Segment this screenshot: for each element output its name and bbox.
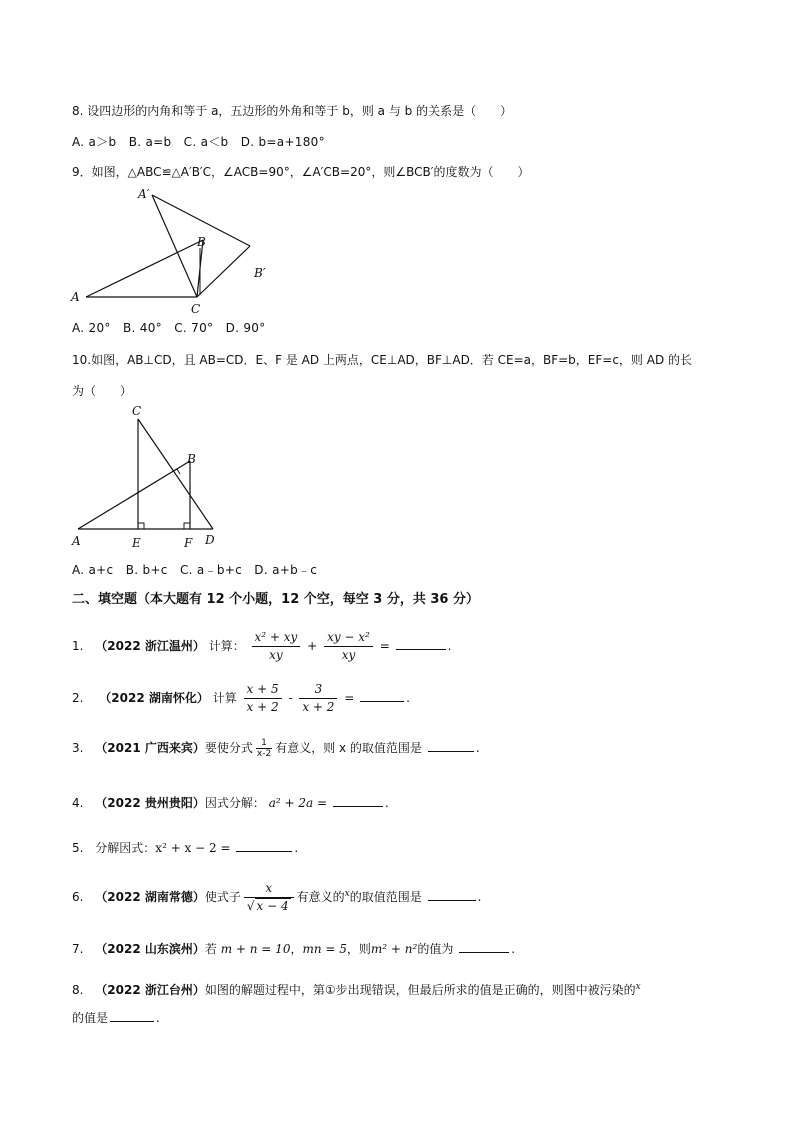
fill-2-equals: = [344,691,355,705]
fill-2-fraction-1 [244,681,282,716]
fill-7-number: 7. [72,942,84,956]
label-D: D [205,533,215,547]
fill-4-source: （2022 贵州贵阳） [95,796,205,810]
question-8 [72,103,512,119]
label-B: B [187,452,196,466]
fill-7-separator: ， [290,942,303,956]
question-10-text: 10.如图，AB⊥CD，且 AB=CD．E、F 是 AD 上两点，CE⊥AD，BF⊥AD．若 CE=a，BF=b，EF=c，则 AD 的长 [72,353,693,367]
fill-7-text: 若 [204,942,217,956]
fill-5-number: 5. [72,841,84,855]
fill-8-end: . [156,1011,160,1025]
fill-7-expression-1: m + n = 10 [220,942,291,956]
fill-2-frac2-den: x + 2 [302,700,335,714]
fill-6-text: 使式子 [204,890,241,904]
fill-1-fraction-2 [324,629,373,664]
fill-question-3 [72,733,480,763]
fill-5-text: 分解因式： [95,841,156,855]
question-8-options-text: A. a＞b B. a=b C. a＜b D. b=a+180° [72,135,325,149]
label-F: F [184,536,193,550]
fill-1-end: . [447,639,452,653]
fill-6-end: . [477,890,482,904]
fill-3-fraction [256,738,272,759]
fill-question-5 [72,837,298,859]
section-2-title-text: 二、填空题（本大题有 12 个小题，12 个空，每空 3 分，共 36 分） [72,592,479,607]
fill-6-number: 6. [72,890,84,904]
fill-2-number: 2. [72,691,84,705]
label-C: C [191,302,201,316]
fill-6-frac-num: x [244,880,294,898]
label-A-prime: A′ [138,187,150,201]
question-10-text2: 为（ ） [72,384,133,398]
fill-1-answer-blank[interactable] [396,637,446,650]
fill-3-source: （2021 广西来宾） [95,741,205,755]
fill-question-1 [72,628,451,664]
fill-1-frac2-den: xy [341,648,356,662]
fill-3-text2: 有意义，则 x 的取值范围是 [275,741,422,755]
fill-6-frac-den: √ x − 4 [246,899,289,913]
fill-question-4 [72,792,389,814]
question-9-text: 9．如图，△ABC≌△A′B′C，∠ACB=90°，∠A′CB=20°，则∠BCB′的度数为（ ） [72,165,530,179]
fill-2-frac1-num: x + 5 [244,681,282,699]
fill-4-text: 因式分解： [204,796,265,810]
fill-2-text: 计算 [212,691,237,705]
fill-7-expression-2: mn = 5 [302,942,347,956]
question-9 [72,164,529,180]
fill-4-end: . [384,796,389,810]
fill-8-number: 8. [72,983,84,997]
fill-3-end: . [475,741,480,755]
fill-2-answer-blank[interactable] [360,689,404,702]
fill-6-fraction [244,880,294,915]
fill-1-fraction-1 [252,629,301,664]
fill-8-text: 如图的解题过程中，第①步出现错误，但最后所求的值是正确的，则图中被污染的 [204,983,636,997]
fill-2-source: （2022 湖南怀化） [99,691,209,705]
fill-question-6 [72,874,481,917]
question-10-figure [66,403,231,553]
fill-4-expression: a² + 2a = [268,796,328,810]
fill-7-expression-3: m² + n² [370,942,418,956]
fill-7-end: . [511,942,516,956]
fill-6-root-radicand: x − 4 [256,899,289,913]
fill-question-2 [72,680,410,716]
fill-4-answer-blank[interactable] [333,794,383,807]
fill-5-end: . [294,841,299,855]
fill-1-equals: = [379,639,390,653]
fill-1-frac1-den: xy [269,648,283,662]
label-C: C [132,404,142,418]
fill-6-text3: 的取值范围是 [349,890,422,904]
fill-8-text2: 的值是 [72,1011,109,1025]
fill-1-text: 计算： [208,639,245,653]
fill-3-frac-den: x-2 [256,749,272,759]
fill-1-source: （2022 浙江温州） [95,639,205,653]
fill-2-frac1-den: x + 2 [246,700,279,714]
fill-2-frac2-num: 3 [299,681,337,699]
fill-8-source: （2022 浙江台州） [95,983,205,997]
fill-7-answer-blank[interactable] [459,940,509,953]
fill-3-frac-num: 1 [256,738,272,749]
fill-question-7 [72,938,515,960]
fill-5-answer-blank[interactable] [236,839,292,852]
fill-7-text2: ，则 [346,942,371,956]
fill-6-text2: 有意义的 [296,890,345,904]
fill-3-number: 3. [72,741,84,755]
section-2-title [72,592,479,608]
fill-6-answer-blank[interactable] [428,888,476,901]
label-A: A [72,534,81,548]
fill-8-answer-blank[interactable] [110,1009,154,1022]
question-9-figure [66,183,286,318]
question-8-options [72,134,325,150]
question-10-options [72,562,317,578]
label-E: E [132,536,141,550]
label-B: B [197,235,206,249]
fill-question-8 [72,976,641,1001]
fill-2-operator: - [288,691,293,705]
fill-6-source: （2022 湖南常德） [95,890,205,904]
fill-3-answer-blank[interactable] [428,739,474,752]
question-10-line2 [72,383,132,399]
label-A: A [71,290,80,304]
question-9-options-text: A. 20° B. 40° C. 70° D. 90° [72,321,266,335]
fill-7-source: （2022 山东滨州） [95,942,205,956]
fill-1-frac2-num: xy − x² [324,629,373,647]
fill-8-variable: x [635,982,641,992]
question-10-options-text: A. a+c B. b+c C. a﹣b+c D. a+b﹣c [72,563,318,577]
fill-1-operator: + [307,639,318,653]
label-B-prime: B′ [254,266,266,280]
fill-question-8-line2 [72,1008,160,1028]
fill-2-end: . [406,691,410,705]
question-9-options [72,320,266,336]
fill-4-number: 4. [72,796,84,810]
question-8-text: 8. 设四边形的内角和等于 a，五边形的外角和等于 b，则 a 与 b 的关系是（ ） [72,104,513,118]
question-10 [72,352,692,368]
fill-5-expression: x² + x − 2 = [155,841,231,855]
fill-6-variable: x [344,889,350,899]
fill-3-text: 要使分式 [204,741,253,755]
fill-7-text3: 的值为 [417,942,454,956]
fill-1-number: 1. [72,639,84,653]
fill-2-fraction-2 [299,681,337,716]
fill-1-frac1-num: x² + xy [252,629,301,647]
